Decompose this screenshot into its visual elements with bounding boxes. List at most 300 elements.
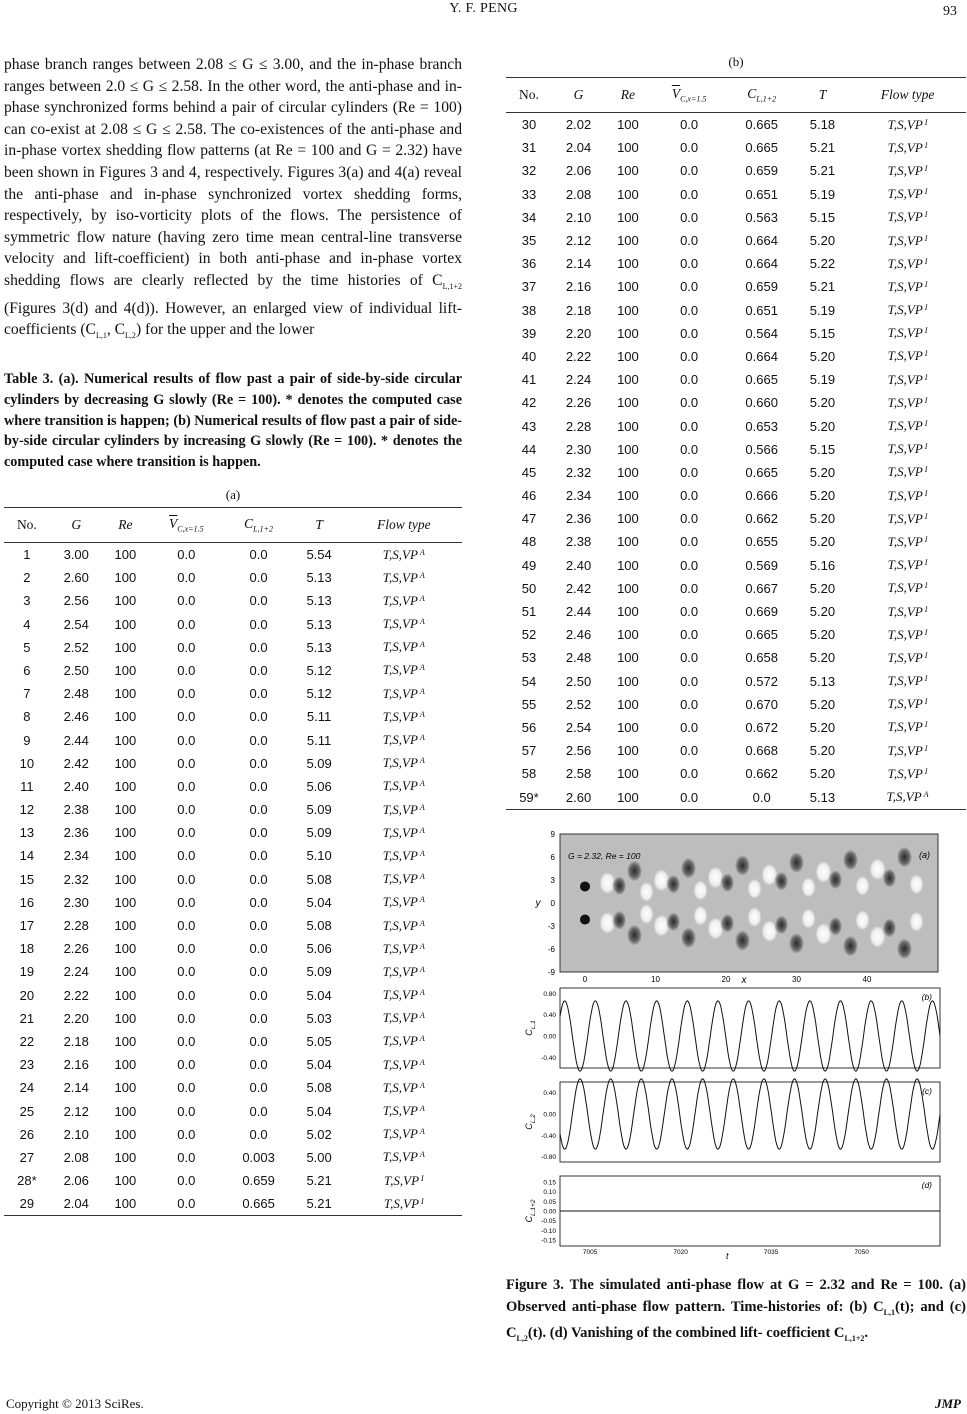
table-cell: 0.0 bbox=[177, 686, 196, 702]
flow-type-sup: A bbox=[419, 1127, 425, 1137]
table-cell: 5.06 bbox=[306, 778, 332, 794]
table-cell: 100 bbox=[617, 117, 639, 133]
table-cell: 0.0 bbox=[249, 732, 268, 748]
flow-type-sup: A bbox=[419, 802, 425, 812]
table-cell: 2.38 bbox=[565, 534, 592, 550]
table-cell: 100 bbox=[114, 825, 137, 841]
table-cell: 5.19 bbox=[809, 302, 836, 318]
panel-d-ylabel bbox=[524, 1199, 537, 1222]
flow-type-cell bbox=[849, 113, 966, 137]
table-cell: 5.09 bbox=[306, 802, 332, 818]
table-cell: 47 bbox=[521, 511, 537, 527]
y-tick-label: -0.40 bbox=[541, 1054, 556, 1062]
table-cell: 0.0 bbox=[249, 848, 268, 864]
vortex bbox=[667, 874, 681, 894]
x-tick-label: 0 bbox=[582, 975, 588, 984]
table-cell: 5.20 bbox=[809, 766, 836, 782]
table-cell: 2.48 bbox=[63, 686, 89, 702]
flow-type-text: T,S,VP bbox=[382, 940, 418, 956]
flow-type-cell bbox=[346, 775, 462, 798]
body-text-4: ) for the upper and the lower bbox=[135, 321, 315, 339]
table-cell: 0.0 bbox=[177, 1103, 196, 1119]
table-cell: 100 bbox=[114, 1010, 137, 1026]
col-flow-type-header bbox=[346, 507, 462, 542]
flow-type-text: T,S,VP bbox=[382, 1033, 418, 1049]
table-cell: 13 bbox=[19, 825, 35, 841]
table-cell: 0.572 bbox=[745, 673, 778, 689]
panel-b-label: (b) bbox=[921, 992, 932, 1002]
table-cell: 0.0 bbox=[177, 593, 196, 609]
flow-type-sup: I bbox=[924, 511, 928, 521]
flow-type-text: T,S,VP bbox=[382, 1149, 418, 1165]
table-cell: 0.0 bbox=[680, 279, 699, 295]
table-cell: 55 bbox=[521, 696, 537, 712]
table-cell: 100 bbox=[617, 325, 639, 341]
table-cell: 2.10 bbox=[565, 209, 592, 225]
table-cell: 2.24 bbox=[565, 372, 592, 388]
table-cell: 0.0 bbox=[177, 1126, 196, 1142]
table-cell: 100 bbox=[103, 1192, 148, 1216]
table-cell: 100 bbox=[114, 732, 137, 748]
table-cell: 0.0 bbox=[249, 1126, 268, 1142]
flow-type-cell bbox=[849, 159, 966, 182]
flow-type-cell bbox=[849, 577, 966, 600]
table-row bbox=[4, 566, 462, 589]
table-cell: 5.03 bbox=[306, 1010, 332, 1026]
flow-type-text: T,S,VP bbox=[887, 649, 923, 665]
table-cell: 0.659 bbox=[242, 1173, 275, 1189]
table-cell: 2.06 bbox=[63, 1173, 89, 1189]
col-v-header-text: $\overline{V}$ bbox=[169, 516, 178, 532]
col-g-header bbox=[50, 507, 103, 542]
table-cell: 29 bbox=[4, 1192, 50, 1216]
table-cell: 2.12 bbox=[565, 233, 592, 249]
table-row bbox=[4, 1192, 462, 1216]
table-cell: 100 bbox=[114, 616, 137, 632]
table-cell: 100 bbox=[617, 464, 639, 480]
flow-type-cell bbox=[346, 1076, 462, 1099]
table-cell: 0.563 bbox=[745, 209, 778, 225]
left-column bbox=[4, 54, 462, 1216]
flow-type-sup: A bbox=[419, 1104, 425, 1114]
col-cl-header-sub: L,1+2 bbox=[756, 94, 777, 104]
table-row bbox=[4, 937, 462, 960]
table-cell: 100 bbox=[617, 140, 639, 156]
flow-type-sup: A bbox=[419, 918, 425, 928]
flow-type-sup: A bbox=[419, 895, 425, 905]
panel-b-ylabel bbox=[524, 1020, 537, 1036]
table-cell: 0.0 bbox=[680, 557, 699, 573]
flow-type-text: T,S,VP bbox=[887, 487, 923, 503]
flow-type-text: T,S,VP bbox=[887, 464, 923, 480]
panel-a-label: (a) bbox=[919, 850, 930, 860]
table-cell: 5.20 bbox=[809, 604, 836, 620]
table-cell: 5.08 bbox=[306, 871, 332, 887]
flow-type-sup: I bbox=[924, 442, 928, 452]
body-text-2: (Figures 3(d) and 4(d)). However, an enlarged view of individual lift- coefficients (C bbox=[4, 299, 462, 339]
results-table-b bbox=[506, 77, 966, 810]
body-sub-1: L,1+2 bbox=[442, 282, 462, 292]
vortex bbox=[694, 880, 708, 900]
flow-type-cell bbox=[849, 414, 966, 437]
table-row bbox=[506, 646, 966, 669]
table-row bbox=[506, 716, 966, 739]
vortex bbox=[897, 938, 913, 960]
table-cell: 2.30 bbox=[63, 894, 89, 910]
vortex bbox=[910, 874, 924, 894]
right-column bbox=[506, 54, 966, 810]
table-cell: 0.665 bbox=[745, 117, 778, 133]
panel-c-label: (c) bbox=[922, 1086, 932, 1096]
table-cell: 0.668 bbox=[745, 743, 778, 759]
flow-type-text: T,S,VP bbox=[382, 847, 418, 863]
table-cell: 2.28 bbox=[63, 918, 89, 934]
flow-type-cell bbox=[346, 1099, 462, 1122]
flow-type-text: T,S,VP bbox=[382, 824, 418, 840]
flow-type-sup: I bbox=[924, 766, 928, 776]
x-tick-label: 7035 bbox=[763, 1249, 779, 1256]
col-re-header-text: Re bbox=[118, 516, 133, 532]
table-cell: 100 bbox=[617, 650, 639, 666]
table-cell: 5.21 bbox=[293, 1192, 346, 1216]
table-cell: 2.06 bbox=[565, 163, 592, 179]
table-cell: 0.0 bbox=[680, 766, 699, 782]
table-cell: 3 bbox=[23, 593, 31, 609]
table-cell: 36 bbox=[521, 256, 537, 272]
y-tick-label: 0.80 bbox=[543, 990, 556, 998]
table-cell: 0.669 bbox=[745, 604, 778, 620]
flow-type-cell bbox=[849, 739, 966, 762]
table-a-label: (a) bbox=[225, 486, 241, 502]
vortex bbox=[843, 849, 859, 871]
flow-type-text: T,S,VP bbox=[382, 639, 418, 655]
flow-type-cell bbox=[849, 646, 966, 669]
table-cell: 0.0 bbox=[249, 1033, 268, 1049]
table-cell: 0.0 bbox=[680, 673, 699, 689]
flow-type-sup: I bbox=[924, 326, 928, 336]
table-cell: 46 bbox=[521, 488, 537, 504]
vortex bbox=[735, 930, 751, 952]
table-cell: 5.15 bbox=[809, 325, 836, 341]
flow-type-cell bbox=[849, 391, 966, 414]
flow-type-text: T,S,VP bbox=[382, 987, 418, 1003]
table-cell: 100 bbox=[617, 395, 639, 411]
flow-type-sup: A bbox=[419, 988, 425, 998]
journal-name: JMP bbox=[935, 1396, 961, 1411]
table-cell: 0.003 bbox=[242, 1149, 275, 1165]
table-cell: 0.564 bbox=[745, 325, 778, 341]
table-cell: 100 bbox=[617, 302, 639, 318]
y-tick-label: -0.40 bbox=[541, 1132, 556, 1140]
table-cell: 100 bbox=[114, 593, 137, 609]
table-cell: 0.0 bbox=[249, 686, 268, 702]
col-re-header-text: Re bbox=[620, 87, 636, 102]
panel-a-annotation: G = 2.32, Re = 100 bbox=[568, 851, 641, 861]
vortex bbox=[789, 932, 805, 954]
table-cell: 30 bbox=[521, 117, 537, 133]
table-cell: 0.0 bbox=[177, 1033, 196, 1049]
ylabel-sub: L,1 bbox=[530, 1020, 537, 1030]
table-cell: 100 bbox=[114, 894, 137, 910]
table-cell: 2.26 bbox=[63, 941, 89, 957]
flow-type-cell bbox=[849, 600, 966, 623]
table-cell: 5.11 bbox=[306, 732, 332, 748]
table-cell: 0.0 bbox=[680, 209, 699, 225]
table-cell: 100 bbox=[617, 604, 639, 620]
table-cell: 0.0 bbox=[177, 825, 196, 841]
y-tick-label: -3 bbox=[547, 922, 555, 931]
table-row bbox=[506, 577, 966, 600]
flow-type-sup: I bbox=[421, 1196, 424, 1206]
flow-type-sup: A bbox=[419, 872, 425, 882]
table-cell: 100 bbox=[114, 755, 137, 771]
y-tick-label: 0 bbox=[550, 899, 555, 908]
table-cell: 0.0 bbox=[249, 825, 268, 841]
table-cell: 0.0 bbox=[177, 547, 196, 563]
flow-type-text: T,S,VP bbox=[382, 569, 418, 585]
table-row bbox=[4, 983, 462, 1006]
table-cell: 0.566 bbox=[745, 441, 778, 457]
flow-type-sup: A bbox=[419, 848, 425, 858]
flow-type-sup: A bbox=[419, 941, 425, 951]
table-cell: 5.20 bbox=[809, 418, 836, 434]
table-cell: 0.0 bbox=[177, 987, 196, 1003]
table-cell: 2.04 bbox=[50, 1192, 103, 1216]
table-cell: 0.653 bbox=[745, 418, 778, 434]
table-cell: 2.32 bbox=[63, 871, 89, 887]
table-cell: 2 bbox=[23, 570, 31, 586]
table-cell: 5.13 bbox=[796, 785, 849, 809]
table-cell: 100 bbox=[617, 580, 639, 596]
ylabel-sub: L,1+2 bbox=[530, 1199, 537, 1216]
vortex bbox=[667, 912, 681, 932]
table-cell: 100 bbox=[114, 941, 137, 957]
table-cell: 0.0 bbox=[249, 593, 268, 609]
flow-type-text: T,S,VP bbox=[887, 302, 923, 318]
table-cell: 57 bbox=[521, 743, 537, 759]
table-cell: 5.12 bbox=[306, 686, 332, 702]
flow-type-text: T,S,VP bbox=[382, 662, 418, 678]
running-author: Y. F. PENG bbox=[449, 1, 518, 16]
flow-type-text: T,S,VP bbox=[887, 557, 923, 573]
table-cell: 48 bbox=[521, 534, 537, 550]
vortex bbox=[802, 877, 816, 897]
table-cell: 2.54 bbox=[565, 719, 592, 735]
y-tick-label: -9 bbox=[547, 968, 555, 977]
table-cell: 0.664 bbox=[745, 348, 778, 364]
flow-type-sup: I bbox=[924, 674, 928, 684]
flow-type-sup: I bbox=[924, 650, 928, 660]
panel-b-frame bbox=[560, 988, 940, 1068]
table-cell: 100 bbox=[605, 785, 651, 809]
table-cell: 0.0 bbox=[177, 941, 196, 957]
table-cell: 0.0 bbox=[680, 325, 699, 341]
x-tick-label: 7050 bbox=[854, 1249, 869, 1256]
table-cell: 0.0 bbox=[680, 186, 699, 202]
table-cell: 5.21 bbox=[809, 163, 836, 179]
table-cell: 40 bbox=[521, 348, 537, 364]
flow-type-text: T,S,VP bbox=[887, 719, 923, 735]
flow-type-text: T,S,VP bbox=[887, 394, 923, 410]
table-cell: 100 bbox=[617, 557, 639, 573]
table-cell: 20 bbox=[19, 987, 35, 1003]
table-row bbox=[506, 159, 966, 182]
table-cell: 0.659 bbox=[745, 279, 778, 295]
table-cell: 5.13 bbox=[306, 570, 332, 586]
flow-type-text: T,S,VP bbox=[887, 696, 923, 712]
table-cell: 100 bbox=[114, 1126, 137, 1142]
table-row bbox=[506, 693, 966, 716]
table-cell: 0.0 bbox=[177, 964, 196, 980]
flow-type-text: T,S,VP bbox=[887, 116, 923, 132]
table-cell: 2.40 bbox=[63, 778, 89, 794]
table-cell: 2.34 bbox=[565, 488, 592, 504]
y-tick-label: 0.00 bbox=[543, 1208, 556, 1216]
x-axis-label: t bbox=[725, 1251, 729, 1261]
table-row bbox=[506, 136, 966, 159]
col-v-header-text: $\overline{V}$ bbox=[671, 86, 681, 102]
table-cell: 0.662 bbox=[745, 766, 778, 782]
figure-caption-text-3: (t). (d) Vanishing of the combined lift- coefficient C bbox=[527, 1324, 845, 1341]
col-t-header bbox=[293, 507, 346, 542]
flow-type-cell bbox=[849, 345, 966, 368]
y-tick-label: -0.80 bbox=[541, 1154, 556, 1162]
vortex bbox=[627, 860, 643, 882]
table-row bbox=[506, 600, 966, 623]
table-cell: 0.0 bbox=[680, 395, 699, 411]
vortex bbox=[910, 912, 924, 932]
table-cell: 5.08 bbox=[306, 1080, 332, 1096]
table-b-label: (b) bbox=[728, 54, 744, 69]
table-cell: 0.569 bbox=[745, 557, 778, 573]
table-row bbox=[506, 414, 966, 437]
table-cell: 0.0 bbox=[249, 1057, 268, 1073]
flow-type-cell bbox=[346, 1146, 462, 1169]
table-cell: 0.651 bbox=[745, 302, 778, 318]
flow-type-cell bbox=[346, 1192, 462, 1216]
table-cell: 0.0 bbox=[177, 1149, 196, 1165]
table-cell: 100 bbox=[617, 488, 639, 504]
page-header bbox=[0, 0, 967, 30]
table-cell: 0.0 bbox=[680, 650, 699, 666]
flow-type-text: T,S,VP bbox=[382, 685, 418, 701]
y-tick-label: 0.40 bbox=[543, 1090, 556, 1098]
table-cell: 0.0 bbox=[177, 570, 196, 586]
table-cell: 0.0 bbox=[680, 163, 699, 179]
body-sub-3: L,2 bbox=[125, 331, 136, 341]
flow-type-sup: A bbox=[419, 686, 425, 696]
flow-type-cell bbox=[849, 507, 966, 530]
col-no-header bbox=[506, 78, 552, 113]
table-cell: 34 bbox=[521, 209, 537, 225]
flow-type-sup: I bbox=[924, 163, 928, 173]
table-cell: 0.0 bbox=[728, 785, 796, 809]
table-cell: 5.04 bbox=[306, 1103, 332, 1119]
table-cell: 0.0 bbox=[249, 778, 268, 794]
table-cell: 0.0 bbox=[249, 1010, 268, 1026]
table-cell: 2.44 bbox=[565, 604, 592, 620]
table-cell: 100 bbox=[114, 639, 137, 655]
flow-type-text: T,S,VP bbox=[382, 871, 418, 887]
y-tick-label: 0.00 bbox=[543, 1111, 556, 1119]
page-footer bbox=[6, 1396, 961, 1412]
table-cell: 0.0 bbox=[651, 785, 728, 809]
flow-type-cell bbox=[346, 612, 462, 635]
table-cell: 2.56 bbox=[565, 743, 592, 759]
flow-type-cell bbox=[849, 670, 966, 693]
y-tick-label: 9 bbox=[550, 830, 555, 839]
figure-caption-text-1: Figure 3. The simulated anti-phase flow at G = 2.32 and Re = 100. (a) Observed anti-phase flow pattern. Time-histories of: (b) C bbox=[506, 1277, 966, 1315]
table-cell: 2.50 bbox=[565, 673, 592, 689]
body-sub-2: L,1 bbox=[95, 331, 107, 341]
vortex bbox=[721, 913, 735, 933]
table-cell: 5.19 bbox=[809, 372, 836, 388]
table-cell: 100 bbox=[114, 1103, 137, 1119]
col-flow-type-header-text: Flow type bbox=[376, 516, 431, 532]
col-v-header bbox=[651, 78, 728, 113]
flow-type-text: T,S,VP bbox=[887, 232, 923, 248]
table-cell: 100 bbox=[617, 511, 639, 527]
table-cell: 41 bbox=[521, 372, 537, 388]
table-cell: 5 bbox=[23, 639, 31, 655]
table-cell: 100 bbox=[114, 709, 137, 725]
table-cell: 0.0 bbox=[177, 1080, 196, 1096]
table-cell: 5.54 bbox=[306, 547, 332, 563]
table-cell: 0.0 bbox=[249, 894, 268, 910]
table-cell: 0.0 bbox=[249, 755, 268, 771]
table-row bbox=[4, 775, 462, 798]
table-cell: 2.58 bbox=[565, 766, 592, 782]
vortex bbox=[613, 910, 627, 930]
table-row bbox=[4, 1076, 462, 1099]
table-cell: 100 bbox=[114, 918, 137, 934]
table-cell: 0.660 bbox=[745, 395, 778, 411]
table-row bbox=[506, 183, 966, 206]
table-cell: 100 bbox=[617, 719, 639, 735]
table-cell: 0.0 bbox=[177, 662, 196, 678]
flow-type-cell bbox=[849, 554, 966, 577]
table-cell: 2.42 bbox=[565, 580, 592, 596]
table-cell: 49 bbox=[521, 557, 537, 573]
flow-type-text: T,S,VP bbox=[382, 963, 418, 979]
table-cell: 5.04 bbox=[306, 1057, 332, 1073]
flow-type-text: T,S,VP bbox=[887, 626, 923, 642]
figure-caption-sub-2: L,2 bbox=[516, 1333, 528, 1343]
flow-type-sup: I bbox=[924, 465, 928, 475]
flow-type-sup: I bbox=[924, 604, 928, 614]
table-cell: 1 bbox=[23, 547, 31, 563]
table-cell: 0.655 bbox=[745, 534, 778, 550]
flow-type-sup: I bbox=[924, 534, 928, 544]
table-row bbox=[506, 461, 966, 484]
flow-type-sup: I bbox=[924, 627, 928, 637]
table-cell: 54 bbox=[521, 673, 537, 689]
table-cell: 5.13 bbox=[306, 616, 332, 632]
flow-type-text: T,S,VP bbox=[382, 801, 418, 817]
flow-type-cell bbox=[346, 705, 462, 728]
table-row bbox=[506, 739, 966, 762]
y-tick-label: 3 bbox=[550, 876, 555, 885]
table-cell: 2.18 bbox=[63, 1033, 89, 1049]
table-cell: 5.20 bbox=[809, 464, 836, 480]
table-cell: 0.0 bbox=[680, 719, 699, 735]
table-row bbox=[4, 868, 462, 891]
table-row bbox=[506, 299, 966, 322]
flow-type-cell bbox=[849, 484, 966, 507]
table-cell: 2.14 bbox=[63, 1080, 89, 1096]
table-cell: 100 bbox=[114, 987, 137, 1003]
flow-type-cell bbox=[346, 798, 462, 821]
